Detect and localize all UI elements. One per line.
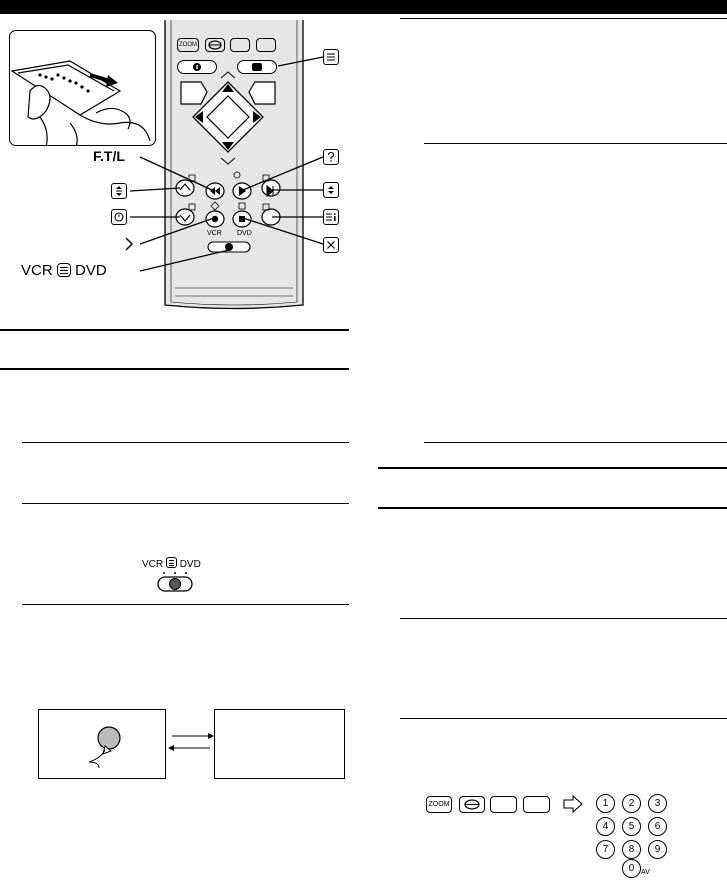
key-0[interactable]: 0 [622, 859, 641, 878]
key-0-suffix: AV [641, 869, 650, 876]
switch-figure-right: DVD [179, 559, 201, 570]
screen-box-right [214, 709, 345, 779]
record-marker-icon [118, 236, 134, 257]
vcr-text: VCR [21, 262, 53, 279]
key-5[interactable]: 5 [622, 817, 641, 836]
screen-box-left [38, 709, 166, 779]
zoom-button[interactable]: ZOOM [177, 38, 199, 52]
right-section-rule-1 [378, 467, 727, 469]
switch-label-right: DVD [237, 230, 252, 237]
dvd-text: DVD [75, 262, 107, 279]
key-9[interactable]: 9 [648, 840, 667, 859]
vcr-dvd-switch[interactable] [157, 570, 193, 597]
index-icon [323, 209, 339, 225]
key-6[interactable]: 6 [648, 817, 667, 836]
arrow-right-icon [563, 795, 583, 813]
switch-figure-left: VCR [142, 559, 164, 570]
surround-key-icon [460, 797, 484, 812]
key-8[interactable]: 8 [622, 840, 641, 859]
switch-figure-label [142, 557, 201, 570]
right-rule-5 [400, 718, 727, 719]
toggle-arrows [168, 728, 214, 758]
channel-updown-icon [111, 183, 127, 199]
zoom-key[interactable]: ZOOM [426, 796, 452, 813]
right-rule-3 [424, 442, 727, 443]
key-7[interactable]: 7 [596, 840, 615, 859]
menu-icon [323, 49, 339, 65]
right-rule-1 [400, 18, 727, 19]
help-icon [323, 149, 339, 165]
key-3[interactable]: 3 [648, 794, 667, 813]
right-rule-4 [400, 618, 727, 619]
left-rule-4 [22, 503, 349, 504]
blank-key-2[interactable] [523, 796, 550, 813]
left-rule-5 [22, 604, 349, 605]
key-1[interactable]: 1 [596, 794, 615, 813]
timer-icon [111, 209, 127, 225]
left-rule-3 [22, 442, 349, 443]
right-section-rule-2 [378, 507, 727, 509]
cancel-icon [323, 237, 339, 253]
switch-label-left: VCR [207, 230, 222, 237]
blank-key-1[interactable] [490, 796, 517, 813]
surround-key[interactable] [459, 796, 485, 813]
vcr-dvd-label [21, 262, 107, 279]
key-2[interactable]: 2 [622, 794, 641, 813]
switch-figure-icon [166, 557, 177, 568]
left-section-rule-1 [0, 329, 349, 331]
right-rule-2 [424, 143, 727, 144]
ftl-label: F.T/L [93, 148, 125, 164]
key-4[interactable]: 4 [596, 817, 615, 836]
vcr-dvd-switch-icon [57, 263, 71, 277]
channel-up-icon [323, 182, 339, 198]
left-section-rule-2 [0, 368, 349, 370]
